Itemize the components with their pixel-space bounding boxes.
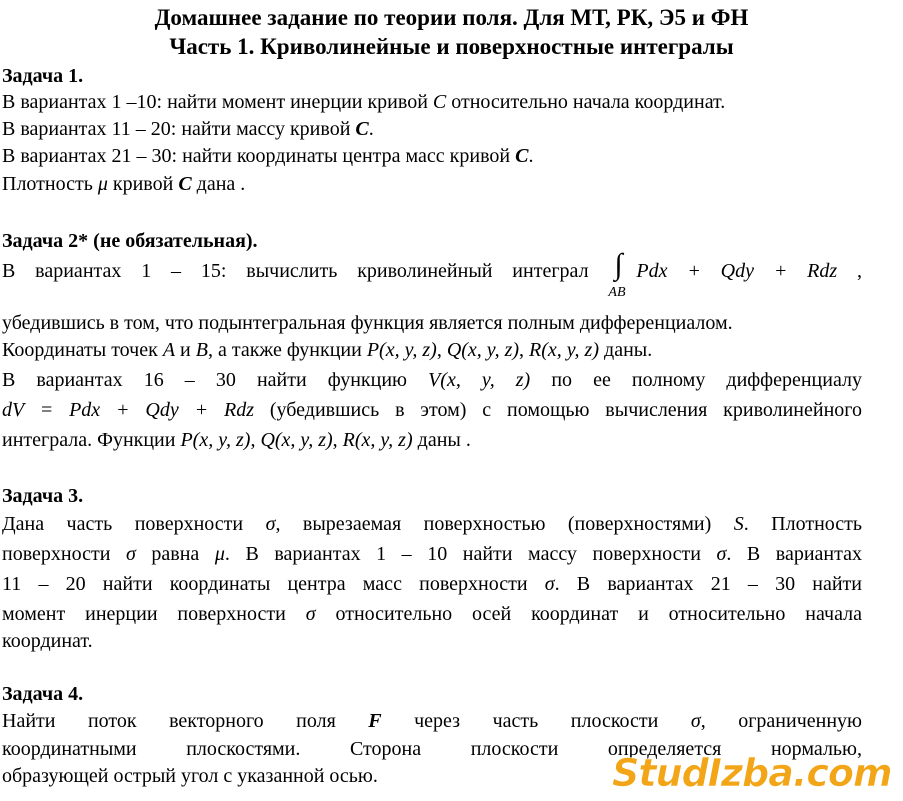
task2-line1: В вариантах 1 – 15: вычислить криволинейный интеграл ∫ AB Pdx + Qdy + Rdz , <box>2 248 863 300</box>
task4-heading: Задача 4. <box>2 683 84 705</box>
integral-symbol: ∫ AB <box>608 248 626 300</box>
watermark-logo <box>608 748 898 796</box>
task1-heading: Задача 1. <box>2 65 84 87</box>
task1-line1: В вариантах 1 –10: найти момент инерции кривой C относительно начала координат. <box>2 91 726 113</box>
task1-line2: В вариантах 11 – 20: найти массу кривой C. <box>2 118 374 140</box>
watermark-text: StudIzba.com <box>612 751 892 795</box>
task2-line4: В вариантах 16 – 30 найти функцию V(x, y, z) по ее полному дифференциалу <box>2 369 862 391</box>
task2-line3: Координаты точек A и B, а также функции P(x, y, z), Q(x, y, z), R(x, y, z) даны. <box>2 339 653 361</box>
task4-line1: Найти поток векторного поля F через часть плоскости σ, ограниченную <box>2 710 862 732</box>
mu-symbol: μ <box>97 173 108 195</box>
task4-line2: координатными плоскостями. Сторона плоскости определяется нормалью, <box>2 738 862 760</box>
task2-line5: dV = Pdx + Qdy + Rdz (убедившись в этом) с помощью вычисления криволинейного <box>2 399 862 421</box>
task3-line2: поверхности σ равна μ. В вариантах 1 – 10 найти массу поверхности σ. В вариантах <box>2 543 862 565</box>
studizba-watermark <box>608 748 898 796</box>
task3-line3: 11 – 20 найти координаты центра масс поверхности σ. В вариантах 21 – 30 найти <box>2 573 862 595</box>
document-subtitle: Часть 1. Криволинейные и поверхностные интегралы <box>169 34 734 59</box>
task2-line2: убедившись в том, что подынтегральная функция является полным дифференциалом. <box>2 312 733 334</box>
task4-line3: образующей острый угол с указанной осью. <box>2 765 378 787</box>
task1-line3: В вариантах 21 – 30: найти координаты центра масс кривой C. <box>2 145 534 167</box>
task3-line1: Дана часть поверхности σ, вырезаемая поверхностью (поверхностями) S. Плотность <box>2 513 863 535</box>
task2-heading: Задача 2* (не обязательная). <box>2 230 258 252</box>
task3-line5: координат. <box>2 630 93 652</box>
task2-line6: интеграла. Функции P(x, y, z), Q(x, y, z), R(x, y, z) даны . <box>2 429 471 451</box>
task3-line4: момент инерции поверхности σ относительно осей координат и относительно начала <box>2 603 862 625</box>
task3-heading: Задача 3. <box>2 485 84 507</box>
document-title: Домашнее задание по теории поля. Для МТ, РК, Э5 и ФН <box>154 5 749 30</box>
task1-line4: Плотность μ кривой C дана . <box>2 173 246 195</box>
